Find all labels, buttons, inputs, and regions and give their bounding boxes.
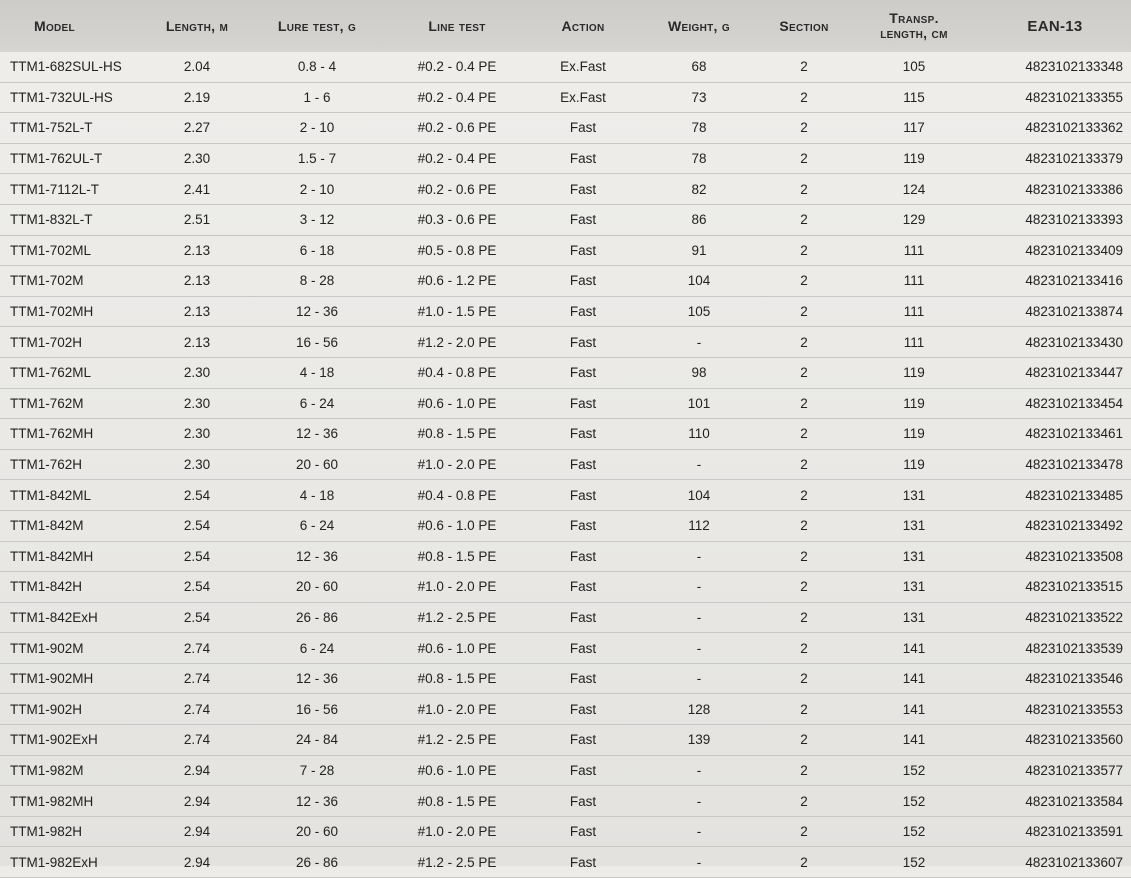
cell-section: 2 [759, 449, 849, 480]
cell-transport-length: 119 [849, 357, 979, 388]
cell-weight: - [639, 633, 759, 664]
cell-ean: 4823102133591 [979, 816, 1131, 847]
cell-line-test: #1.0 - 2.0 PE [387, 694, 527, 725]
cell-weight: 110 [639, 419, 759, 450]
cell-transport-length: 131 [849, 510, 979, 541]
cell-line-test: #0.8 - 1.5 PE [387, 786, 527, 817]
cell-line-test: #0.2 - 0.4 PE [387, 52, 527, 82]
cell-line-test: #0.8 - 1.5 PE [387, 419, 527, 450]
cell-length: 2.13 [147, 266, 247, 297]
cell-model: TTM1-762MH [0, 419, 147, 450]
cell-section: 2 [759, 510, 849, 541]
cell-length: 2.30 [147, 419, 247, 450]
cell-model: TTM1-902M [0, 633, 147, 664]
cell-action: Fast [527, 419, 639, 450]
cell-section: 2 [759, 204, 849, 235]
cell-length: 2.41 [147, 174, 247, 205]
cell-line-test: #1.0 - 2.0 PE [387, 449, 527, 480]
cell-lure-test: 6 - 18 [247, 235, 387, 266]
cell-length: 2.30 [147, 388, 247, 419]
cell-length: 2.54 [147, 602, 247, 633]
cell-action: Ex.Fast [527, 82, 639, 113]
cell-line-test: #0.8 - 1.5 PE [387, 663, 527, 694]
table-row [0, 296, 1131, 327]
table-row [0, 113, 1131, 144]
cell-model: TTM1-842H [0, 572, 147, 603]
cell-weight: 98 [639, 357, 759, 388]
cell-model: TTM1-842M [0, 510, 147, 541]
cell-line-test: #1.2 - 2.5 PE [387, 847, 527, 878]
cell-weight: 82 [639, 174, 759, 205]
cell-ean: 4823102133416 [979, 266, 1131, 297]
cell-transport-length: 131 [849, 572, 979, 603]
cell-lure-test: 4 - 18 [247, 480, 387, 511]
table-body [0, 52, 1131, 878]
cell-transport-length: 119 [849, 449, 979, 480]
cell-model: TTM1-762ML [0, 357, 147, 388]
cell-lure-test: 6 - 24 [247, 388, 387, 419]
cell-length: 2.54 [147, 480, 247, 511]
cell-lure-test: 2 - 10 [247, 174, 387, 205]
cell-lure-test: 16 - 56 [247, 327, 387, 358]
cell-lure-test: 12 - 36 [247, 419, 387, 450]
cell-length: 2.94 [147, 786, 247, 817]
cell-action: Fast [527, 480, 639, 511]
cell-section: 2 [759, 113, 849, 144]
cell-weight: 68 [639, 52, 759, 82]
cell-action: Fast [527, 786, 639, 817]
cell-lure-test: 2 - 10 [247, 113, 387, 144]
cell-line-test: #0.4 - 0.8 PE [387, 480, 527, 511]
cell-transport-length: 117 [849, 113, 979, 144]
cell-line-test: #0.8 - 1.5 PE [387, 541, 527, 572]
cell-section: 2 [759, 82, 849, 113]
cell-length: 2.51 [147, 204, 247, 235]
table-row [0, 266, 1131, 297]
cell-lure-test: 7 - 28 [247, 755, 387, 786]
cell-lure-test: 8 - 28 [247, 266, 387, 297]
table-row [0, 541, 1131, 572]
cell-action: Fast [527, 816, 639, 847]
table-row [0, 663, 1131, 694]
table-row [0, 480, 1131, 511]
cell-model: TTM1-982H [0, 816, 147, 847]
cell-action: Fast [527, 113, 639, 144]
cell-line-test: #0.2 - 0.4 PE [387, 82, 527, 113]
cell-lure-test: 26 - 86 [247, 602, 387, 633]
cell-ean: 4823102133577 [979, 755, 1131, 786]
cell-ean: 4823102133546 [979, 663, 1131, 694]
cell-lure-test: 12 - 36 [247, 541, 387, 572]
table-row [0, 174, 1131, 205]
cell-weight: - [639, 449, 759, 480]
cell-line-test: #1.2 - 2.5 PE [387, 602, 527, 633]
cell-line-test: #0.6 - 1.0 PE [387, 755, 527, 786]
header-transport-line2: length, cm [880, 25, 948, 41]
cell-lure-test: 1 - 6 [247, 82, 387, 113]
header-row [0, 0, 1131, 52]
cell-weight: 73 [639, 82, 759, 113]
cell-model: TTM1-762H [0, 449, 147, 480]
cell-length: 2.74 [147, 663, 247, 694]
cell-ean: 4823102133607 [979, 847, 1131, 878]
cell-weight: - [639, 663, 759, 694]
cell-weight: 78 [639, 113, 759, 144]
header-lure-test: Lure test, g [247, 0, 387, 52]
cell-weight: 104 [639, 266, 759, 297]
cell-ean: 4823102133393 [979, 204, 1131, 235]
cell-section: 2 [759, 541, 849, 572]
cell-ean: 4823102133447 [979, 357, 1131, 388]
cell-length: 2.19 [147, 82, 247, 113]
cell-length: 2.54 [147, 572, 247, 603]
cell-length: 2.30 [147, 449, 247, 480]
cell-section: 2 [759, 388, 849, 419]
cell-line-test: #0.6 - 1.0 PE [387, 388, 527, 419]
cell-length: 2.74 [147, 633, 247, 664]
cell-section: 2 [759, 786, 849, 817]
cell-length: 2.04 [147, 52, 247, 82]
cell-section: 2 [759, 725, 849, 756]
table-row [0, 52, 1131, 82]
cell-length: 2.30 [147, 357, 247, 388]
table-row [0, 357, 1131, 388]
cell-model: TTM1-762M [0, 388, 147, 419]
table-row [0, 235, 1131, 266]
cell-section: 2 [759, 847, 849, 878]
cell-length: 2.74 [147, 694, 247, 725]
cell-action: Fast [527, 388, 639, 419]
cell-line-test: #0.2 - 0.4 PE [387, 143, 527, 174]
cell-action: Ex.Fast [527, 52, 639, 82]
cell-action: Fast [527, 572, 639, 603]
cell-weight: 139 [639, 725, 759, 756]
cell-section: 2 [759, 755, 849, 786]
header-ean: EAN-13 [979, 0, 1131, 52]
cell-length: 2.94 [147, 816, 247, 847]
header-line-test: Line test [387, 0, 527, 52]
cell-action: Fast [527, 633, 639, 664]
cell-line-test: #0.2 - 0.6 PE [387, 113, 527, 144]
cell-section: 2 [759, 52, 849, 82]
cell-model: TTM1-752L-T [0, 113, 147, 144]
table-row [0, 816, 1131, 847]
cell-model: TTM1-762UL-T [0, 143, 147, 174]
cell-transport-length: 119 [849, 388, 979, 419]
table-row [0, 204, 1131, 235]
cell-section: 2 [759, 174, 849, 205]
table-row [0, 82, 1131, 113]
cell-length: 2.94 [147, 847, 247, 878]
cell-ean: 4823102133508 [979, 541, 1131, 572]
cell-transport-length: 141 [849, 725, 979, 756]
cell-line-test: #1.2 - 2.0 PE [387, 327, 527, 358]
cell-model: TTM1-902MH [0, 663, 147, 694]
cell-model: TTM1-7112L-T [0, 174, 147, 205]
table-row [0, 143, 1131, 174]
cell-line-test: #0.6 - 1.0 PE [387, 633, 527, 664]
cell-ean: 4823102133539 [979, 633, 1131, 664]
cell-section: 2 [759, 572, 849, 603]
cell-action: Fast [527, 663, 639, 694]
cell-model: TTM1-702H [0, 327, 147, 358]
cell-ean: 4823102133430 [979, 327, 1131, 358]
table-row [0, 847, 1131, 878]
cell-weight: - [639, 786, 759, 817]
table-row [0, 510, 1131, 541]
cell-model: TTM1-832L-T [0, 204, 147, 235]
cell-weight: - [639, 327, 759, 358]
cell-transport-length: 111 [849, 327, 979, 358]
cell-line-test: #0.3 - 0.6 PE [387, 204, 527, 235]
cell-weight: 112 [639, 510, 759, 541]
cell-line-test: #0.2 - 0.6 PE [387, 174, 527, 205]
cell-transport-length: 152 [849, 816, 979, 847]
cell-ean: 4823102133461 [979, 419, 1131, 450]
cell-line-test: #1.0 - 2.0 PE [387, 572, 527, 603]
cell-section: 2 [759, 633, 849, 664]
cell-model: TTM1-702MH [0, 296, 147, 327]
table-row [0, 755, 1131, 786]
table-row [0, 694, 1131, 725]
cell-model: TTM1-842ML [0, 480, 147, 511]
cell-line-test: #1.0 - 1.5 PE [387, 296, 527, 327]
cell-line-test: #0.6 - 1.0 PE [387, 510, 527, 541]
cell-action: Fast [527, 449, 639, 480]
cell-lure-test: 12 - 36 [247, 296, 387, 327]
cell-section: 2 [759, 816, 849, 847]
cell-weight: - [639, 602, 759, 633]
cell-ean: 4823102133454 [979, 388, 1131, 419]
cell-action: Fast [527, 174, 639, 205]
cell-transport-length: 111 [849, 235, 979, 266]
cell-section: 2 [759, 419, 849, 450]
header-transport-length [849, 0, 979, 52]
table-row [0, 327, 1131, 358]
cell-model: TTM1-902ExH [0, 725, 147, 756]
cell-line-test: #0.6 - 1.2 PE [387, 266, 527, 297]
cell-weight: 78 [639, 143, 759, 174]
cell-weight: 91 [639, 235, 759, 266]
cell-action: Fast [527, 847, 639, 878]
cell-lure-test: 6 - 24 [247, 510, 387, 541]
table-row [0, 786, 1131, 817]
cell-section: 2 [759, 235, 849, 266]
cell-section: 2 [759, 663, 849, 694]
cell-ean: 4823102133379 [979, 143, 1131, 174]
cell-lure-test: 6 - 24 [247, 633, 387, 664]
cell-action: Fast [527, 694, 639, 725]
cell-model: TTM1-842ExH [0, 602, 147, 633]
cell-ean: 4823102133409 [979, 235, 1131, 266]
cell-transport-length: 129 [849, 204, 979, 235]
cell-lure-test: 12 - 36 [247, 786, 387, 817]
table-row [0, 388, 1131, 419]
cell-transport-length: 119 [849, 143, 979, 174]
cell-action: Fast [527, 204, 639, 235]
table-row [0, 725, 1131, 756]
table-row [0, 572, 1131, 603]
cell-lure-test: 16 - 56 [247, 694, 387, 725]
cell-model: TTM1-682SUL-HS [0, 52, 147, 82]
cell-transport-length: 131 [849, 541, 979, 572]
header-action: Action [527, 0, 639, 52]
cell-action: Fast [527, 235, 639, 266]
cell-ean: 4823102133362 [979, 113, 1131, 144]
cell-lure-test: 20 - 60 [247, 449, 387, 480]
cell-action: Fast [527, 725, 639, 756]
cell-weight: 104 [639, 480, 759, 511]
cell-length: 2.54 [147, 541, 247, 572]
cell-length: 2.27 [147, 113, 247, 144]
cell-model: TTM1-902H [0, 694, 147, 725]
cell-transport-length: 111 [849, 266, 979, 297]
cell-weight: 101 [639, 388, 759, 419]
cell-ean: 4823102133492 [979, 510, 1131, 541]
cell-lure-test: 4 - 18 [247, 357, 387, 388]
cell-line-test: #1.2 - 2.5 PE [387, 725, 527, 756]
cell-weight: - [639, 572, 759, 603]
cell-ean: 4823102133553 [979, 694, 1131, 725]
cell-weight: - [639, 847, 759, 878]
cell-ean: 4823102133386 [979, 174, 1131, 205]
cell-model: TTM1-702M [0, 266, 147, 297]
table-row [0, 633, 1131, 664]
cell-lure-test: 20 - 60 [247, 816, 387, 847]
cell-lure-test: 3 - 12 [247, 204, 387, 235]
cell-ean: 4823102133584 [979, 786, 1131, 817]
cell-length: 2.74 [147, 725, 247, 756]
cell-section: 2 [759, 327, 849, 358]
cell-lure-test: 20 - 60 [247, 572, 387, 603]
cell-weight: 86 [639, 204, 759, 235]
cell-lure-test: 0.8 - 4 [247, 52, 387, 82]
cell-transport-length: 152 [849, 786, 979, 817]
cell-transport-length: 131 [849, 480, 979, 511]
cell-ean: 4823102133874 [979, 296, 1131, 327]
header-model: Model [0, 0, 147, 52]
cell-model: TTM1-982ExH [0, 847, 147, 878]
cell-line-test: #1.0 - 2.0 PE [387, 816, 527, 847]
cell-lure-test: 1.5 - 7 [247, 143, 387, 174]
cell-transport-length: 115 [849, 82, 979, 113]
cell-line-test: #0.4 - 0.8 PE [387, 357, 527, 388]
cell-action: Fast [527, 143, 639, 174]
cell-transport-length: 141 [849, 633, 979, 664]
cell-transport-length: 105 [849, 52, 979, 82]
table-row [0, 602, 1131, 633]
cell-weight: 105 [639, 296, 759, 327]
cell-weight: - [639, 755, 759, 786]
cell-weight: - [639, 816, 759, 847]
cell-ean: 4823102133485 [979, 480, 1131, 511]
header-section: Section [759, 0, 849, 52]
cell-transport-length: 141 [849, 663, 979, 694]
table-row [0, 449, 1131, 480]
cell-ean: 4823102133348 [979, 52, 1131, 82]
cell-length: 2.94 [147, 755, 247, 786]
header-transport-line1: Transp. [889, 10, 939, 26]
cell-ean: 4823102133522 [979, 602, 1131, 633]
cell-transport-length: 124 [849, 174, 979, 205]
cell-lure-test: 12 - 36 [247, 663, 387, 694]
cell-transport-length: 141 [849, 694, 979, 725]
table-header [0, 0, 1131, 52]
cell-section: 2 [759, 602, 849, 633]
cell-model: TTM1-842MH [0, 541, 147, 572]
cell-action: Fast [527, 327, 639, 358]
cell-weight: - [639, 541, 759, 572]
cell-length: 2.30 [147, 143, 247, 174]
cell-lure-test: 24 - 84 [247, 725, 387, 756]
cell-section: 2 [759, 480, 849, 511]
cell-length: 2.13 [147, 235, 247, 266]
cell-section: 2 [759, 296, 849, 327]
cell-action: Fast [527, 266, 639, 297]
cell-model: TTM1-982M [0, 755, 147, 786]
cell-transport-length: 152 [849, 755, 979, 786]
table-row [0, 419, 1131, 450]
cell-line-test: #0.5 - 0.8 PE [387, 235, 527, 266]
cell-ean: 4823102133355 [979, 82, 1131, 113]
cell-length: 2.13 [147, 296, 247, 327]
cell-action: Fast [527, 755, 639, 786]
cell-action: Fast [527, 510, 639, 541]
cell-length: 2.54 [147, 510, 247, 541]
cell-model: TTM1-982MH [0, 786, 147, 817]
cell-ean: 4823102133515 [979, 572, 1131, 603]
cell-section: 2 [759, 266, 849, 297]
cell-ean: 4823102133560 [979, 725, 1131, 756]
cell-transport-length: 131 [849, 602, 979, 633]
cell-action: Fast [527, 602, 639, 633]
header-weight: Weight, g [639, 0, 759, 52]
cell-section: 2 [759, 143, 849, 174]
cell-action: Fast [527, 296, 639, 327]
cell-length: 2.13 [147, 327, 247, 358]
cell-section: 2 [759, 694, 849, 725]
cell-lure-test: 26 - 86 [247, 847, 387, 878]
cell-model: TTM1-702ML [0, 235, 147, 266]
cell-transport-length: 119 [849, 419, 979, 450]
cell-model: TTM1-732UL-HS [0, 82, 147, 113]
header-length: Length, m [147, 0, 247, 52]
cell-action: Fast [527, 541, 639, 572]
cell-transport-length: 111 [849, 296, 979, 327]
cell-section: 2 [759, 357, 849, 388]
cell-weight: 128 [639, 694, 759, 725]
cell-ean: 4823102133478 [979, 449, 1131, 480]
cell-action: Fast [527, 357, 639, 388]
cell-transport-length: 152 [849, 847, 979, 878]
